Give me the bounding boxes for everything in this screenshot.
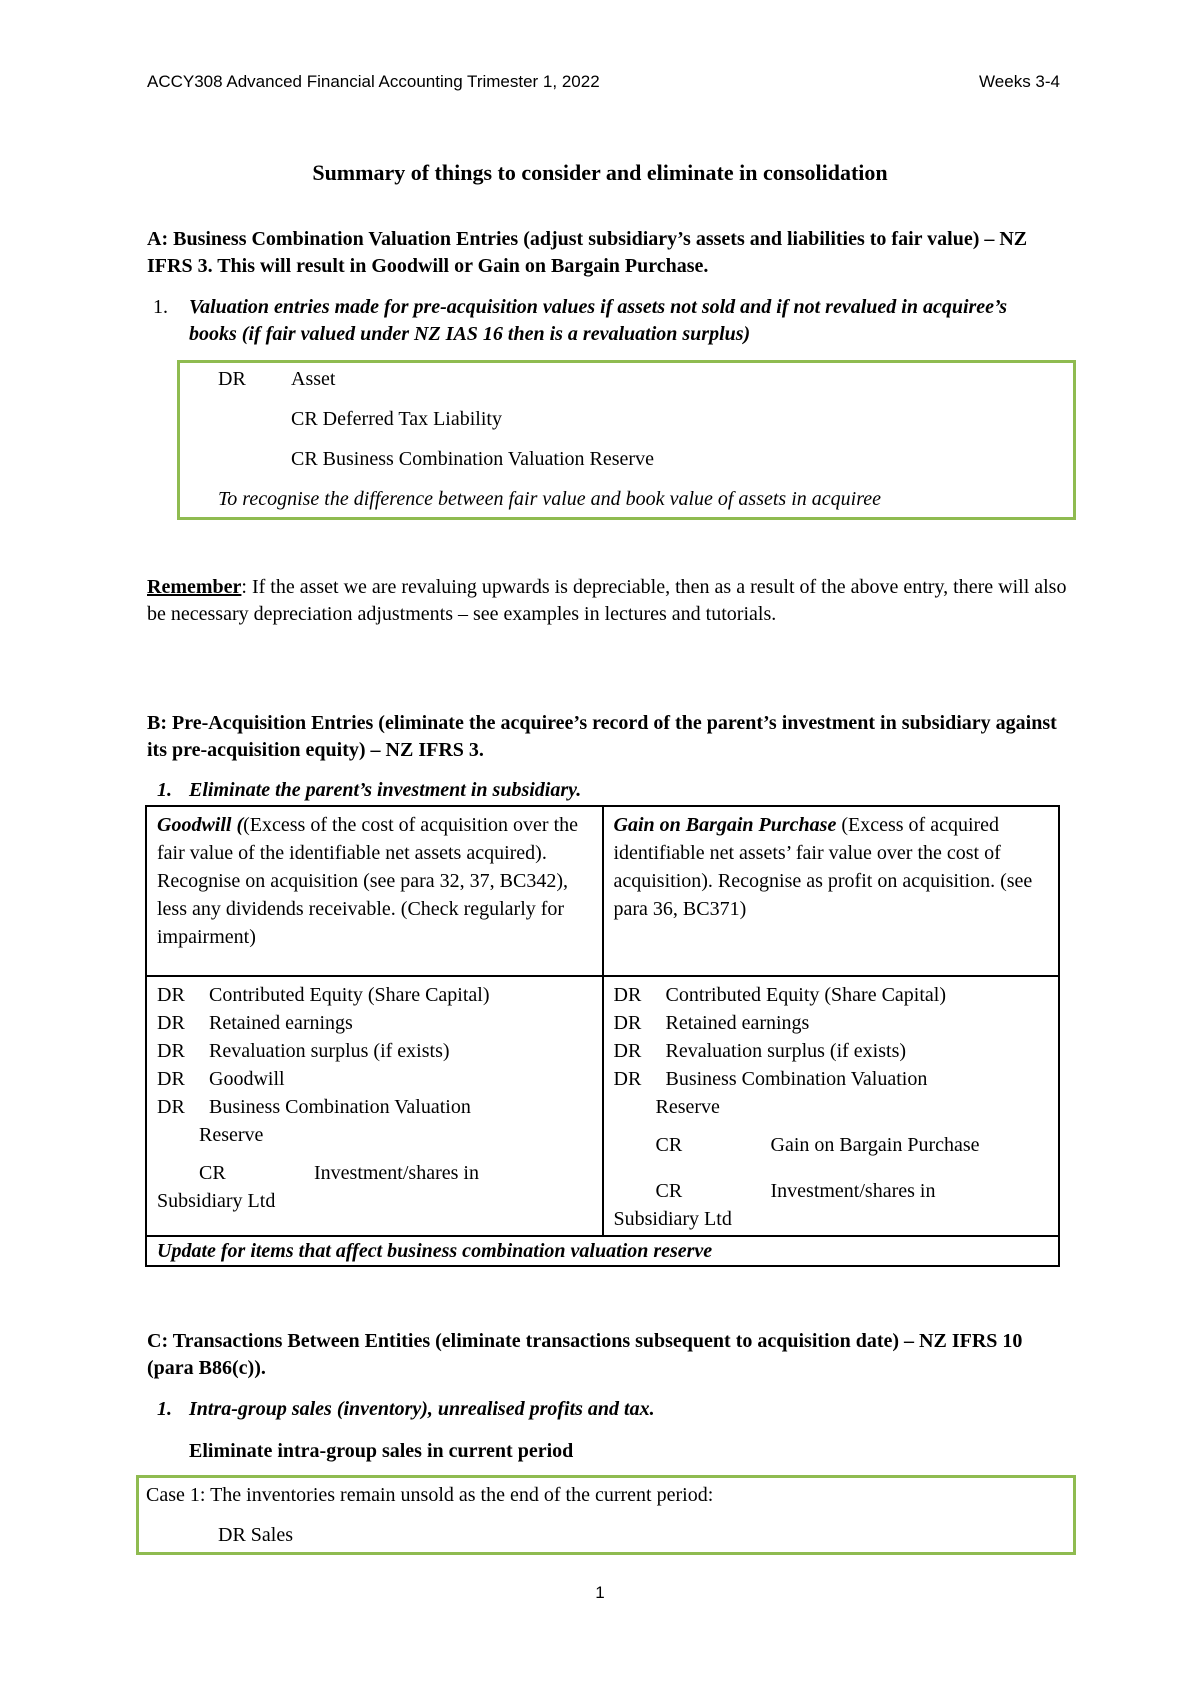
goodwill-label: Goodwill ( <box>157 814 244 836</box>
case-1-text: Case 1: The inventories remain unsold as the end of the current period: <box>146 1484 714 1506</box>
case-1-entry: DR Sales <box>218 1524 293 1546</box>
remember-label: Remember <box>147 576 242 598</box>
page-header <box>147 72 1060 92</box>
journal-line: DR Revaluation surplus (if exists) <box>157 1040 450 1062</box>
gain-desc-cell <box>603 806 1060 976</box>
credit-line-cont: Subsidiary Ltd <box>157 1190 276 1212</box>
dr-label: DR <box>218 368 246 390</box>
section-a-heading: A: Business Combination Valuation Entries (adjust subsidiary’s assets and liabilities to fair value) – NZ IFRS 3. This will result in Goodwill or Gain on Bargain Purchase. <box>147 228 1028 277</box>
section-c-heading: C: Transactions Between Entities (eliminate transactions subsequent to acquisition date) – NZ IFRS 10 (para B86(c)). <box>147 1330 1023 1379</box>
narration: To recognise the difference between fair value and book value of assets in acquiree <box>218 488 881 510</box>
section-b-item-1 <box>147 777 1057 804</box>
goodwill-entries-cell <box>146 976 603 1236</box>
cr-deferred-tax: CR Deferred Tax Liability <box>291 408 502 430</box>
journal-line: DR Retained earnings <box>157 1012 353 1034</box>
item-number: 1. <box>157 779 172 801</box>
reserve-line: Reserve <box>199 1124 264 1146</box>
section-c-subheading: Eliminate intra-group sales in current period <box>189 1440 574 1462</box>
item-number: 1. <box>157 1398 172 1420</box>
credit-line-cont: Subsidiary Ltd <box>613 1208 732 1230</box>
item-text: Eliminate the parent’s investment in subsidiary. <box>189 779 582 801</box>
pre-acquisition-table <box>145 805 1060 1267</box>
table-footer: Update for items that affect business combination valuation reserve <box>146 1236 1059 1266</box>
gain-label: Gain on Bargain Purchase <box>613 814 837 836</box>
goodwill-desc-cell <box>146 806 603 976</box>
journal-line: DR Contributed Equity (Share Capital) <box>613 984 946 1006</box>
journal-line: DR Revaluation surplus (if exists) <box>613 1040 907 1062</box>
goodwill-desc: (Excess of the cost of acquisition over the fair value of the identifiable net assets acquired). Recognise on acquisition (see para 32, 37, BC342), less any dividends receivable. (Check regularly for impairment) <box>157 814 579 948</box>
reserve-line: Reserve <box>655 1096 720 1118</box>
journal-line: DR Retained earnings <box>613 1012 810 1034</box>
remember-text: : If the asset we are revaluing upwards is depreciable, then as a result of the above entry, there will also be necessary depreciation adjustments – see examples in lectures and tutorials. <box>147 576 1067 625</box>
dr-account: Asset <box>291 368 336 390</box>
credit-line: CR Gain on Bargain Purchase <box>655 1134 980 1156</box>
journal-line: DR Business Combination Valuation <box>157 1096 471 1118</box>
credit-line: CR Investment/shares in <box>655 1180 936 1202</box>
gain-entries-cell <box>603 976 1060 1236</box>
item-text: Valuation entries made for pre-acquisition values if assets not sold and if not revalued in acquiree’s books (if fair valued under NZ IAS 16 then is a revaluation surplus) <box>189 296 1008 345</box>
gain-desc: (Excess of acquired identifiable net assets’ fair value over the cost of acquisition). Recognise as profit on acquisition. (see para 36, BC371) <box>613 814 1033 920</box>
item-text: Intra-group sales (inventory), unrealised profits and tax. <box>189 1398 655 1420</box>
section-a-item-1 <box>147 294 1057 348</box>
section-c-item-1 <box>147 1396 1057 1423</box>
credit-line: CR Investment/shares in <box>199 1162 479 1184</box>
journal-line: DR Goodwill <box>157 1068 285 1090</box>
remember-note <box>147 574 1067 628</box>
page-title: Summary of things to consider and eliminate in consolidation <box>312 160 888 185</box>
weeks-header: Weeks 3-4 <box>979 72 1060 91</box>
section-b-heading: B: Pre-Acquisition Entries (eliminate the acquiree’s record of the parent’s investment in subsidiary against its pre-acquisition equity) – NZ IFRS 3. <box>147 712 1057 761</box>
item-number: 1. <box>153 296 168 318</box>
journal-line: DR Business Combination Valuation <box>613 1068 928 1090</box>
cr-bcvr: CR Business Combination Valuation Reserve <box>291 448 654 470</box>
page-number: 1 <box>595 1583 605 1602</box>
journal-line: DR Contributed Equity (Share Capital) <box>157 984 490 1006</box>
course-header: ACCY308 Advanced Financial Accounting Trimester 1, 2022 <box>147 72 600 91</box>
